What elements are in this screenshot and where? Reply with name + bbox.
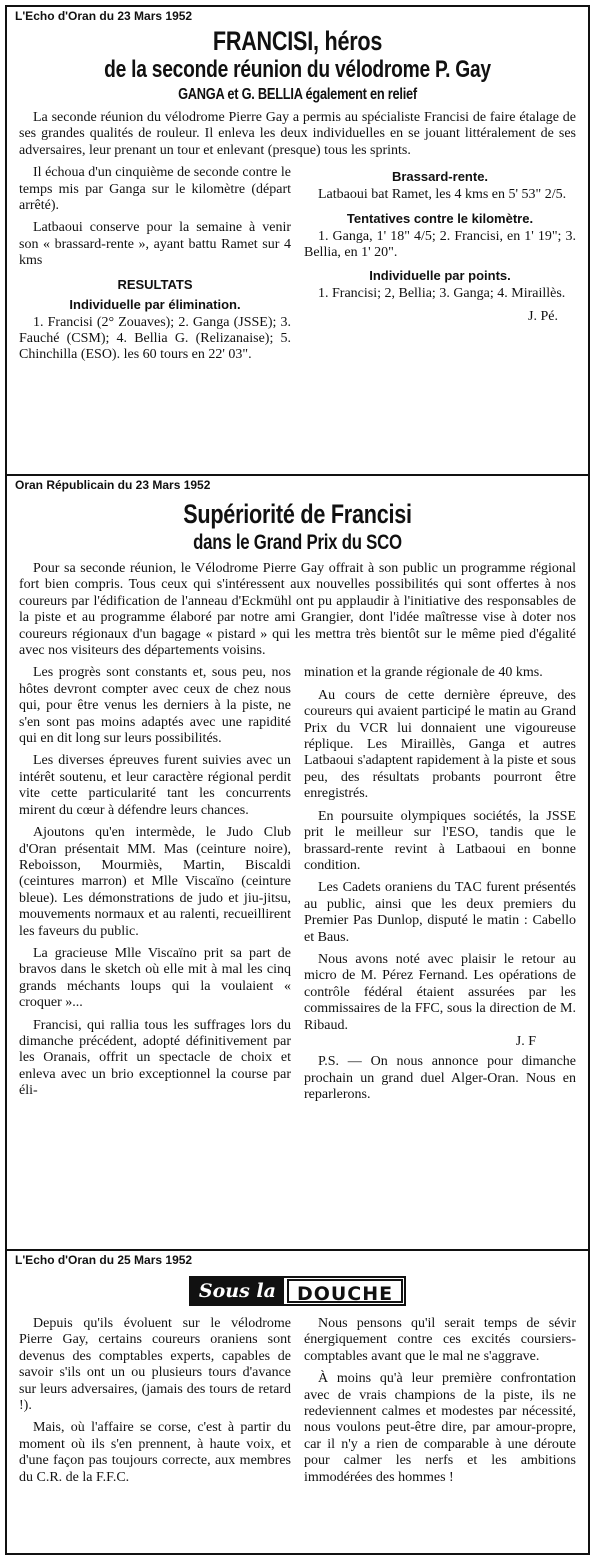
left-column bbox=[19, 165, 291, 370]
paragraph: Francisi, qui rallia tous les suffrages lors du dimanche précédent, adopté définitivement par les Oranais, offrit un spectacle de choix et enleva avec un brio exceptionnel la course par éli- bbox=[19, 1017, 291, 1099]
paragraph: La gracieuse Mlle Viscaïno prit sa part de bravos dans le sketch où elle mit à mal les cinq grands méchants loups qui la voulaient « croquer »... bbox=[19, 945, 291, 1011]
two-columns bbox=[19, 165, 576, 370]
left-column bbox=[19, 1316, 291, 1492]
results-paragraph: 1. Francisi; 2, Bellia; 3. Ganga; 4. Miraillès. bbox=[318, 286, 566, 302]
article-source: L'Echo d'Oran du 23 Mars 1952 bbox=[15, 9, 193, 23]
paragraph: mination et la grande régionale de 40 kms. bbox=[304, 665, 543, 681]
left-column bbox=[19, 665, 291, 1109]
banner-box bbox=[189, 1276, 406, 1306]
results-paragraph: 1. Francisi (2° Zouaves); 2. Ganga (JSSE); 3. Fauché (CSM); 4. Bellia G. (Relizanaise); 5. Chinchilla (ESO). les 60 tours en 22' 03". bbox=[19, 314, 291, 363]
results-subheading: Individuelle par points. bbox=[369, 268, 511, 284]
article-echo-25-mars bbox=[7, 1249, 588, 1492]
newspaper-page bbox=[5, 5, 590, 1555]
headline: Supériorité de Francisi bbox=[183, 499, 412, 529]
paragraph: Les Cadets oraniens du TAC furent présentés au public, ainsi que les deux premiers du Premier Pas Dunlop, disputé le matin : Cabello et Baus. bbox=[304, 880, 576, 945]
signature: J. Pé. bbox=[528, 308, 558, 324]
paragraph: Il échoua d'un cinquième de seconde contre le temps mis par Ganga sur le kilomètre (départ arrêté). bbox=[19, 165, 291, 214]
article-source: L'Echo d'Oran du 25 Mars 1952 bbox=[15, 1253, 193, 1267]
intro-paragraph: La seconde réunion du vélodrome Pierre Gay a permis au spécialiste Francisi de faire étalage de ses grandes qualités de rouleur. Il enleva les deux individuelles en se jouant littéralement de ses adversaires, leur prenant un tour et enlevant (presque) tous les sprints. bbox=[19, 110, 576, 158]
headline-line2: de la seconde réunion du vélodrome P. Gay bbox=[104, 56, 491, 83]
results-paragraph: 1. Ganga, 1' 18" 4/5; 2. Francisi, en 1' 19"; 3. Bellia, en 1' 20". bbox=[304, 228, 576, 261]
paragraph: Nous avons noté avec plaisir le retour au micro de M. Pérez Fernand. Les opérations de contrôle fédéral étaient assurées par les commissaires de la FFC, sous la direction de M. Ribaud. bbox=[304, 951, 576, 1033]
paragraph: Les diverses épreuves furent suivies avec un intérêt soutenu, et leur caractère régional perdit vite cette particularité tant les concurrents mirent du cœur à défendre leurs chances. bbox=[19, 753, 291, 818]
signature: J. F bbox=[515, 1033, 536, 1049]
results-subheading: Brassard-rente. bbox=[391, 169, 489, 185]
paragraph: Nous pensons qu'il serait temps de sévir énergiquement contre ces excités coursiers-comptables avant que le mal ne s'aggrave. bbox=[304, 1316, 576, 1364]
column-banner bbox=[19, 1276, 576, 1306]
two-columns bbox=[19, 665, 576, 1109]
subheadline: GANGA et G. BELLIA également en relief bbox=[178, 86, 417, 103]
results-paragraph: Latbaoui bat Ramet, les 4 kms en 5' 53" 2/5. bbox=[318, 187, 567, 203]
paragraph: En poursuite olympiques sociétés, la JSSE prit le meilleur sur l'ESO, tandis que le brassard-rente revint à Latbaoui en bonne condition. bbox=[304, 808, 576, 873]
paragraph: Au cours de cette dernière épreuve, des coureurs qui avaient participé le matin au Grand Prix du VCR lui donnaient une vigoureuse réplique. Les Miraillès, Ganga et autres Latbaoui s'adaptent rapidement à la piste et sous peu, des résultats probants pourront être enregistrés. bbox=[304, 687, 576, 802]
article-oran-republicain bbox=[7, 474, 588, 1249]
article-body bbox=[19, 110, 576, 370]
intro-paragraph: Pour sa seconde réunion, le Vélodrome Pierre Gay offrait à son public un programme régional fort bien compris. Tous ceux qui s'intéressent aux nouvelles possibilités qui sont offertes à nos coureurs par l'édification de l'anneau d'Eckmühl ont pu applaudir à l'initiative des responsables de la piste et au programme élaboré par notre ami Grangier, dont l'idée maîtresse vise à doter nos coureurs régionaux d'un bagage « pistard » qui les mettra très bientôt sur le même pied d'égalité avec nos visiteurs des départements voisins. bbox=[19, 561, 576, 659]
article-echo-23-mars bbox=[7, 9, 588, 474]
paragraph: Depuis qu'ils évoluent sur le vélodrome Pierre Gay, certains coureurs oraniens sont devenus des comptables experts, capables de savoir s'ils ont un ou plusieurs tours d'avance sur leurs adversaires, (jamais des tours de retard !). bbox=[19, 1316, 291, 1414]
banner-script-text: Sous la bbox=[191, 1278, 286, 1304]
results-heading: RESULTATS bbox=[117, 276, 193, 292]
article-body bbox=[19, 561, 576, 1110]
headline-line2: dans le Grand Prix du SCO bbox=[193, 531, 402, 554]
two-columns bbox=[19, 1316, 576, 1492]
paragraph: Mais, où l'affaire se corse, c'est à partir du moment où ils s'en prennent, à haute voix, et d'une façon pas toujours correcte, aux membres du C.R. de la F.F.C. bbox=[19, 1420, 291, 1485]
banner-word: DOUCHE bbox=[287, 1279, 403, 1303]
results-subheading: Individuelle par élimination. bbox=[69, 296, 241, 312]
right-column bbox=[304, 165, 576, 370]
right-column bbox=[304, 665, 576, 1109]
paragraph: Ajoutons qu'en intermède, le Judo Club d'Oran présentait MM. Mas (ceinture noire), Reboisson, Mourmiès, Martin, Biscaldi (ceintures marron) et Mlle Viscaïno (ceinture bleue). Les démonstrations de judo et jiu-jitsu, mouvements normaux et au ralenti, recueillirent les faveurs du public. bbox=[19, 825, 291, 939]
results-subheading: Tentatives contre le kilomètre. bbox=[346, 210, 534, 226]
paragraph: Latbaoui conserve pour la semaine à venir son « brassard-rente », ayant battu Ramet sur 4 kms bbox=[19, 220, 291, 269]
paragraph: À moins qu'à leur première confrontation avec de vrais champions de la piste, ils ne redeviennent calmes et modestes par nécessité, nous voulons peut-être dire, par amour-propre, car il n'y a rien de comparable à une déroute pour calmer les nerfs et les ambitions immodérées des hommes ! bbox=[304, 1371, 576, 1485]
postscript: P.S. — On nous annonce pour dimanche prochain un grand duel Alger-Oran. Nous en reparlerons. bbox=[304, 1054, 576, 1103]
headline: FRANCISI, héros bbox=[212, 26, 383, 56]
article-body bbox=[19, 1316, 576, 1492]
article-source: Oran Républicain du 23 Mars 1952 bbox=[15, 478, 211, 492]
paragraph: Les progrès sont constants et, sous peu, nos hôtes devront compter avec ceux de chez nous qui, pour être venus les derniers à la piste, ne s'en sont pas moins adaptés avec une rapidité qui en dit long sur leurs possibilités. bbox=[19, 665, 291, 747]
right-column bbox=[304, 1316, 576, 1492]
